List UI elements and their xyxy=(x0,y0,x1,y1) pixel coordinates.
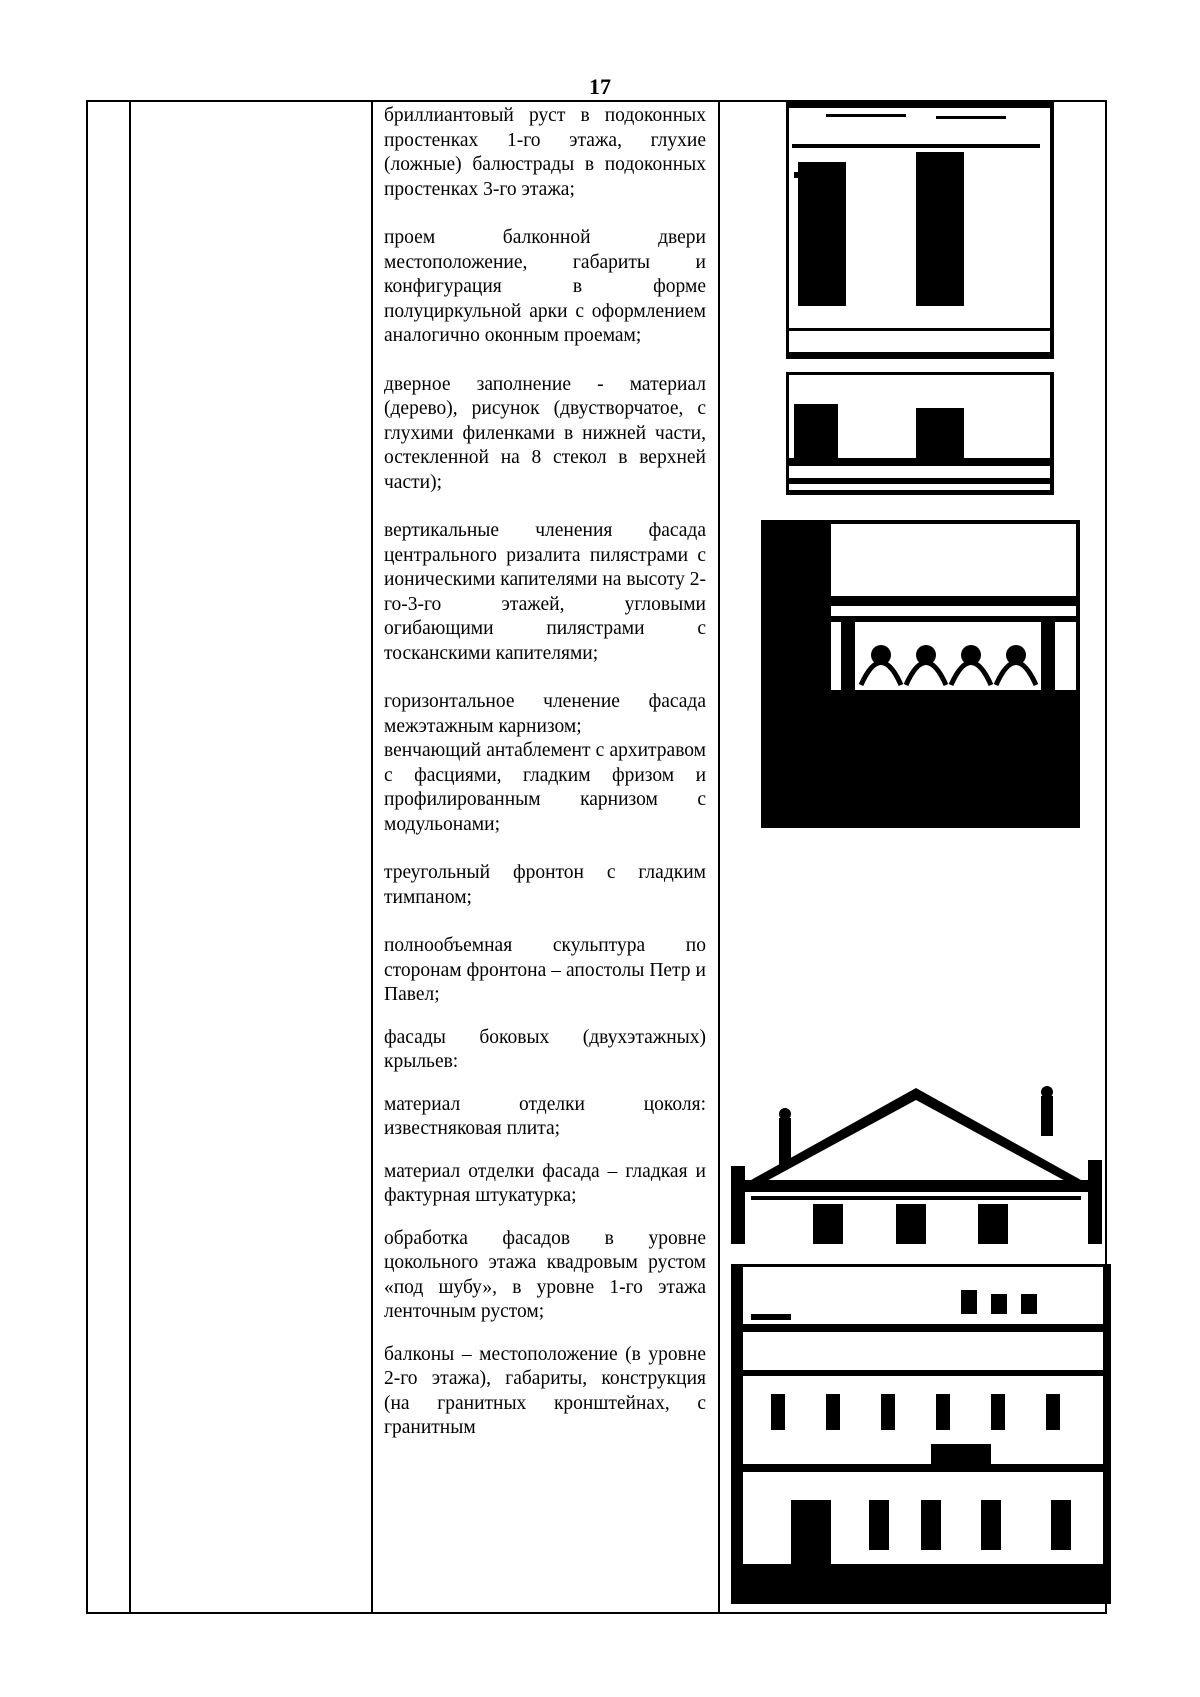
paragraph: фасады боковых (двухэтажных) крыльев: xyxy=(384,1026,706,1072)
paragraph: материал отделки цоколя: известняковая плита; xyxy=(384,1093,706,1139)
page-number: 17 xyxy=(589,74,611,99)
paragraph: вертикальные членения фасада центрального ризалита пилястрами с ионическими капителями на высоту 2-го-3-го этажей, угловыми огибающими пилястрами с тосканскими капителями; xyxy=(384,520,706,664)
paragraph: дверное заполнение - материал (дерево), рисунок (двустворчатое, с глухими филенками в нижней части, остекленной на 8 стекол в верхней части); xyxy=(384,373,706,493)
description-column xyxy=(384,104,706,1441)
paragraph: венчающий антаблемент с архитравом с фасциями, гладким фризом и профилированным карнизом с модульонами; xyxy=(384,740,706,835)
paragraph: проем балконной двери местоположение, габариты и конфигурация в форме полуциркульной арки с оформлением аналогично оконным проемам; xyxy=(384,227,706,346)
column-divider xyxy=(718,102,720,1612)
paragraph: треугольный фронтон с гладким тимпаном; xyxy=(384,862,706,908)
facade-photo xyxy=(786,102,1054,359)
paragraph: балконы – местоположение (в уровне 2-го этажа), габариты, конструкция (на гранитных кронштейнах, с гранитным xyxy=(384,1343,706,1438)
paragraph: бриллиантовый руст в подоконных простенках 1-го этажа, глухие (ложные) балюстрады в подоконных простенках 3-го этажа; xyxy=(384,105,706,200)
balcony-photo xyxy=(761,520,1080,828)
pediment-photo xyxy=(731,1080,1102,1244)
paragraph: обработка фасадов в уровне цокольного этажа квадровым рустом «под шубу», в уровне 1-го этажа ленточным рустом; xyxy=(384,1227,706,1322)
building-photo xyxy=(731,1264,1111,1604)
paragraph: полнообъемная скульптура по сторонам фронтона – апостолы Петр и Павел; xyxy=(384,935,706,1005)
paragraph: горизонтальное членение фасада межэтажным карнизом; xyxy=(384,691,706,737)
paragraph: материал отделки фасада – гладкая и фактурная штукатурка; xyxy=(384,1160,706,1206)
column-divider xyxy=(371,102,373,1612)
facade-photo xyxy=(786,372,1054,495)
column-divider xyxy=(129,102,131,1612)
